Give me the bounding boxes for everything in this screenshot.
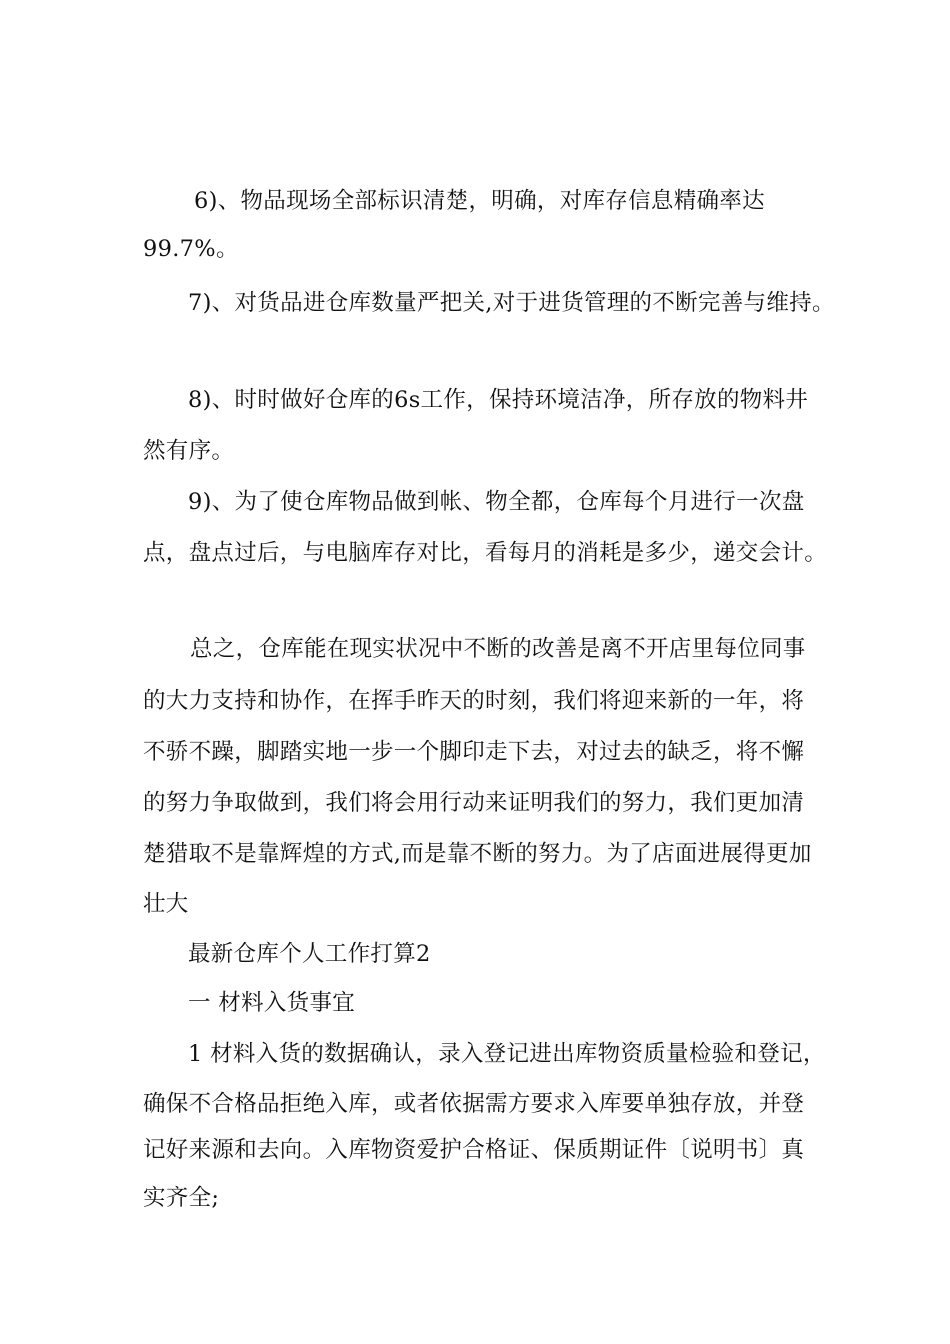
section-title: 最新仓库个人工作打算2 [188, 941, 431, 967]
paragraph-6-line-2: 99.7%。 [143, 236, 239, 262]
paragraph-9-line-1: 9)、为了使仓库物品做到帐、物全都，仓库每个月进行一次盘 [188, 489, 805, 515]
paragraph-8-line-2: 然有序。 [143, 438, 235, 464]
subsection-heading: 一 材料入货事宜 [188, 990, 356, 1016]
paragraph-6-line-1: 6)、物品现场全部标识清楚，明确，对库存信息精确率达 [194, 188, 765, 214]
summary-line-3: 不骄不躁，脚踏实地一步一个脚印走下去，对过去的缺乏，将不懈 [143, 739, 805, 765]
item-1-line-2: 确保不合格品拒绝入库，或者依据需方要求入库要单独存放，并登 [143, 1091, 805, 1117]
item-1-line-1: 1 材料入货的数据确认，录入登记进出库物资质量检验和登记， [188, 1041, 826, 1067]
summary-line-5: 楚猎取不是靠辉煌的方式,而是靠不断的努力。为了店面进展得更加 [143, 841, 812, 867]
summary-line-2: 的大力支持和协作，在挥手昨天的时刻，我们将迎来新的一年，将 [143, 688, 805, 714]
paragraph-9-line-2: 点，盘点过后，与电脑库存对比，看每月的消耗是多少，递交会计。 [143, 540, 828, 566]
summary-line-4: 的努力争取做到，我们将会用行动来证明我们的努力，我们更加清 [143, 790, 805, 816]
summary-line-6: 壮大 [143, 891, 189, 917]
item-1-line-3: 记好来源和去向。入库物资爱护合格证、保质期证件〔说明书〕真 [143, 1137, 805, 1163]
paragraph-8-line-1: 8)、时时做好仓库的6s工作，保持环境洁净，所存放的物料井 [188, 387, 809, 413]
summary-line-1: 总之，仓库能在现实状况中不断的改善是离不开店里每位同事 [190, 636, 806, 662]
paragraph-7-line-1: 7)、对货品进仓库数量严把关,对于进货管理的不断完善与维持。 [188, 290, 835, 316]
item-1-line-4: 实齐全; [143, 1185, 220, 1211]
